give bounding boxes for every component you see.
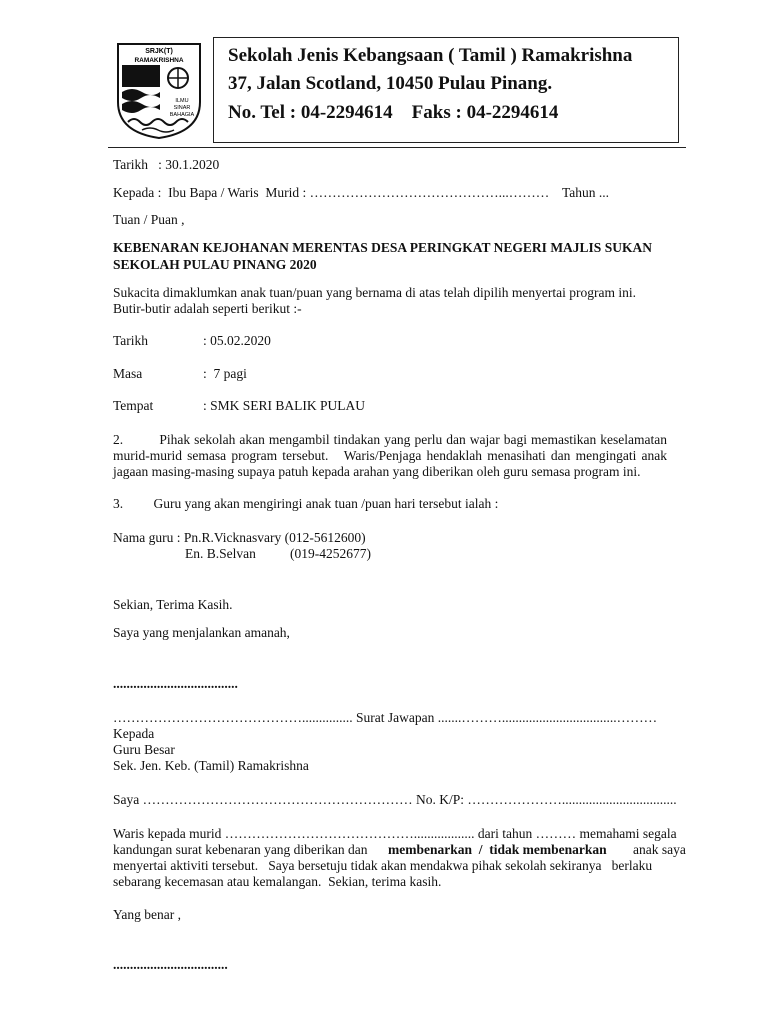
reply-name-line: Saya …………………………………………………… No. K/P: ………………….................................. bbox=[113, 792, 677, 807]
detail-label-place: Tempat bbox=[113, 398, 154, 413]
teacher-1: Nama guru : Pn.R.Vicknasvary (012-5612600) bbox=[113, 530, 366, 545]
logo-top-text: SRJK(T) bbox=[145, 48, 173, 55]
teacher-2-phone: (019-4252677) bbox=[290, 546, 371, 561]
logo-motto-2: SINAR bbox=[173, 105, 191, 111]
reply-body-3: menyertai aktiviti tersebut. Saya bersetuju tidak akan mendakwa pihak sekolah sekiranya berlaku bbox=[113, 858, 653, 873]
school-crest-icon bbox=[112, 40, 206, 140]
reply-body-4: sebarang kecemasan atau kemalangan. Sekian, terima kasih. bbox=[113, 874, 442, 889]
reply-body-2c: anak saya bbox=[633, 842, 686, 857]
closing: Sekian, Terima Kasih. bbox=[113, 597, 233, 612]
school-name: Sekolah Jenis Kebangsaan ( Tamil ) Ramakrishna bbox=[228, 45, 633, 66]
reply-divider: ……………………………………............... Surat Jawapan .......………..................................……… bbox=[113, 710, 658, 725]
school-address: 37, Jalan Scotland, 10450 Pulau Pinang. bbox=[228, 73, 553, 94]
reply-signature-line: .................................. bbox=[113, 957, 228, 972]
salutation: Tuan / Puan , bbox=[113, 212, 185, 227]
reply-yours: Yang benar , bbox=[113, 907, 181, 922]
reply-body-2a: kandungan surat kebenaran yang diberikan dan bbox=[113, 842, 368, 857]
header-divider bbox=[108, 147, 686, 148]
teacher-2-name: En. B.Selvan bbox=[185, 546, 256, 561]
detail-label-date: Tarikh bbox=[113, 333, 149, 348]
logo-motto-3: BAHAGIA bbox=[169, 112, 195, 118]
letter-recipient: Kepada : Ibu Bapa / Waris Murid : ……………………………………...……… bbox=[113, 185, 550, 200]
detail-value-place: : SMK SERI BALIK PULAU bbox=[203, 398, 366, 413]
letter-date: Tarikh : 30.1.2020 bbox=[113, 157, 220, 172]
logo-motto-1: ILMU bbox=[175, 98, 189, 104]
letter-year: Tahun ... bbox=[562, 185, 610, 200]
paragraph-3: 3. Guru yang akan mengiringi anak tuan /puan hari tersebut ialah : bbox=[113, 496, 499, 511]
reply-to-2: Guru Besar bbox=[113, 742, 175, 757]
logo-name-text: RAMAKRISHNA bbox=[134, 57, 184, 64]
detail-value-date: : 05.02.2020 bbox=[203, 333, 271, 348]
reply-to-3: Sek. Jen. Keb. (Tamil) Ramakrishna bbox=[113, 758, 309, 773]
intro-line-1: Sukacita dimaklumkan anak tuan/puan yang bernama di atas telah dipilih menyertai program ini. bbox=[113, 285, 636, 300]
detail-value-time: : 7 pagi bbox=[203, 366, 247, 381]
detail-label-time: Masa bbox=[113, 366, 143, 381]
intro-line-2: Butir-butir adalah seperti berikut :- bbox=[113, 301, 302, 316]
subject-line-1: KEBENARAN KEJOHANAN MERENTAS DESA PERINGKAT NEGERI MAJLIS SUKAN bbox=[113, 240, 652, 255]
reply-permission-choice: membenarkan / tidak membenarkan bbox=[388, 842, 607, 857]
subject-line-2: SEKOLAH PULAU PINANG 2020 bbox=[113, 257, 317, 272]
paragraph-2: 2. Pihak sekolah akan mengambil tindakan yang perlu dan wajar bagi memastikan keselamatan murid-murid semasa program tersebut. Waris/Penjaga hendaklah menasihati dan mengingati anak jagaan masing-masing supaya patuh kepada arahan yang diberikan oleh guru semasa program ini. bbox=[113, 432, 671, 479]
reply-to-1: Kepada bbox=[113, 726, 155, 741]
school-contact: No. Tel : 04-2294614 Faks : 04-2294614 bbox=[228, 102, 559, 123]
signature-line: ..................................... bbox=[113, 676, 238, 691]
reply-body-1: Waris kepada murid …………………………………….................. dari tahun ……… memahami segala bbox=[113, 826, 677, 841]
sign-off: Saya yang menjalankan amanah, bbox=[113, 625, 290, 640]
